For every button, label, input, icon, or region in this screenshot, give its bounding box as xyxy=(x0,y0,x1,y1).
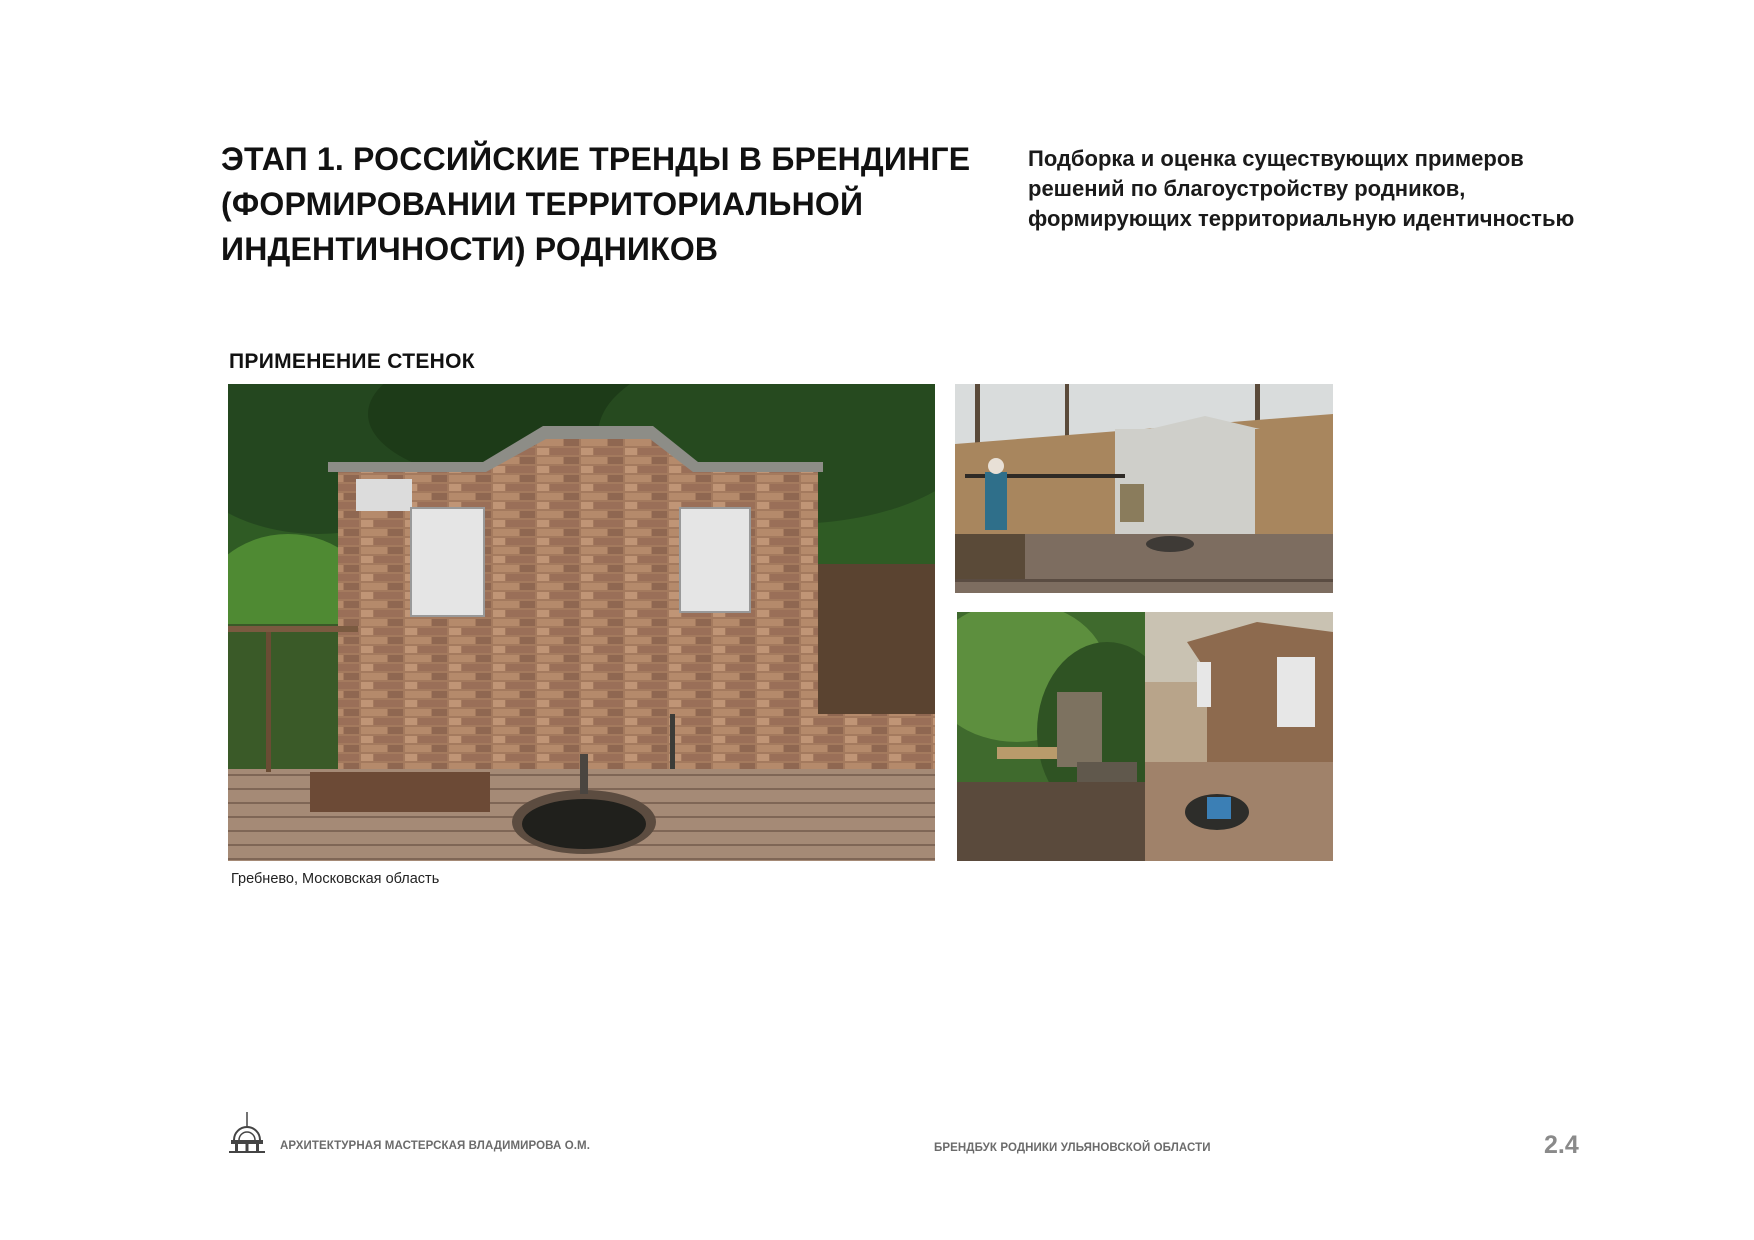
spring-details-photo xyxy=(957,612,1333,861)
page-subtitle-line: решений по благоустройству родников, xyxy=(1028,176,1466,201)
photo-caption: Гребнево, Московская область xyxy=(231,871,440,887)
page-number: 2.4 xyxy=(1544,1131,1579,1159)
spring-wall-illustration xyxy=(228,384,935,861)
footer-studio-name: АРХИТЕКТУРНАЯ МАСТЕРСКАЯ ВЛАДИМИРОВА О.М. xyxy=(280,1140,591,1152)
section-heading: ПРИМЕНЕНИЕ СТЕНОК xyxy=(229,350,475,373)
spring-details-illustration xyxy=(957,612,1333,861)
page-subtitle-line: Подборка и оценка существующих примеров xyxy=(1028,146,1524,171)
footer-brandbook-title: БРЕНДБУК РОДНИКИ УЛЬЯНОВСКОЙ ОБЛАСТИ xyxy=(934,1142,1211,1154)
studio-logo-icon xyxy=(228,1110,266,1154)
page-title-line: ЭТАП 1. РОССИЙСКИЕ ТРЕНДЫ В БРЕНДИНГЕ xyxy=(221,141,971,177)
spring-visitors-photo xyxy=(955,384,1333,593)
page-title-line: (ФОРМИРОВАНИИ ТЕРРИТОРИАЛЬНОЙ xyxy=(221,186,864,222)
spring-visitors-illustration xyxy=(955,384,1333,593)
page-title-line: ИНДЕНТИЧНОСТИ) РОДНИКОВ xyxy=(221,231,719,267)
page-subtitle xyxy=(1028,144,1648,234)
page-title xyxy=(221,137,981,272)
main-photo xyxy=(228,384,935,861)
page-subtitle-line: формирующих территориальную идентичностью xyxy=(1028,206,1575,231)
